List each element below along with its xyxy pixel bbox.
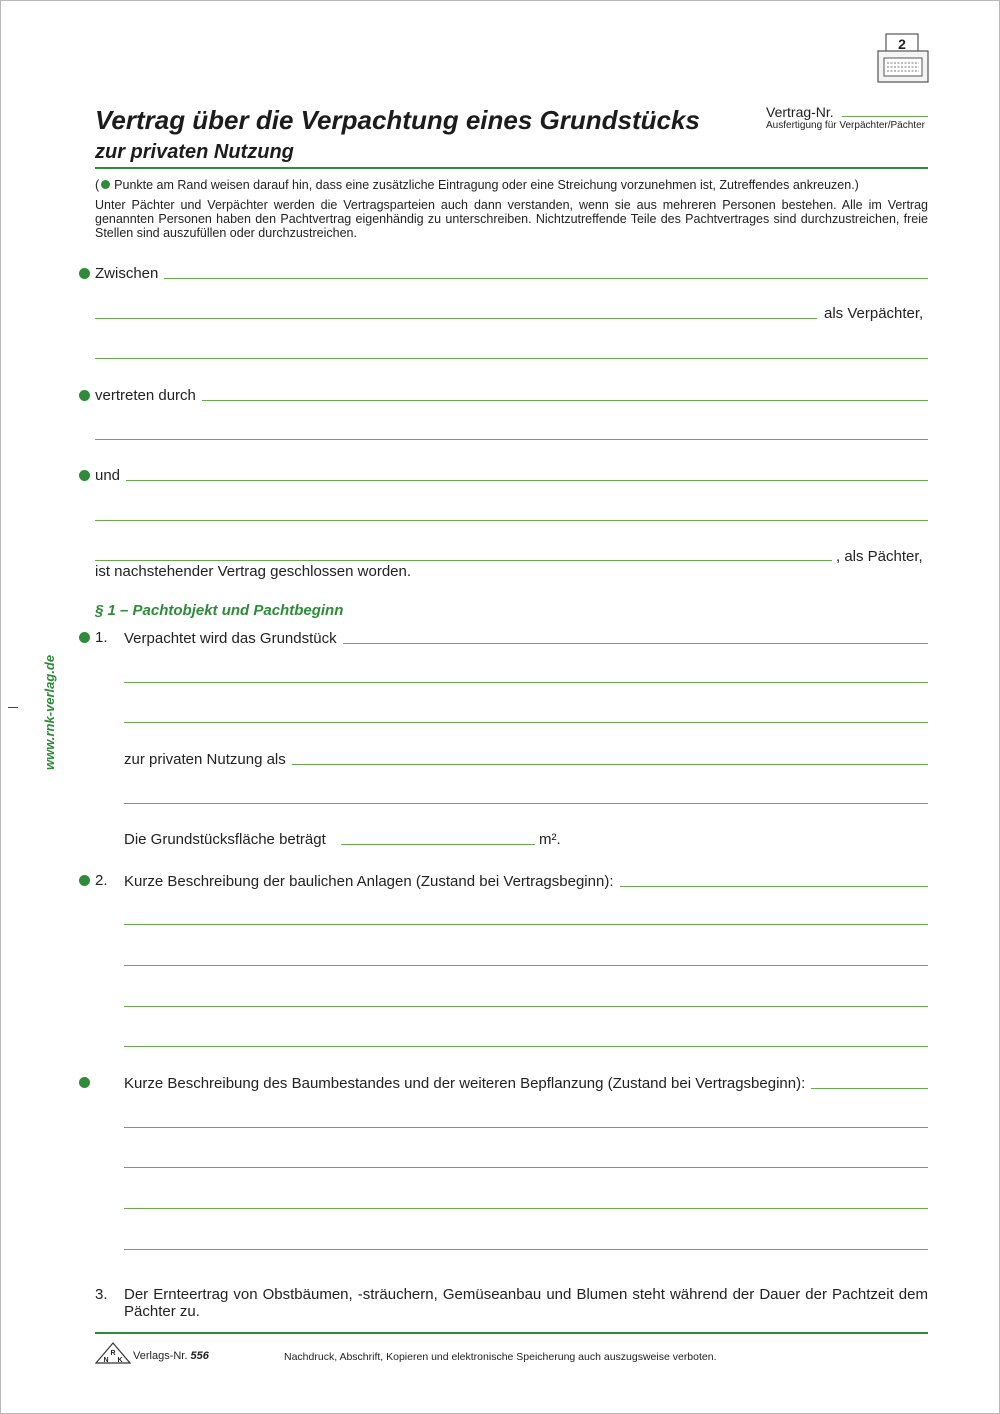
as-lessor-label: als Verpächter, <box>824 305 924 322</box>
footer-divider <box>95 1332 928 1334</box>
publisher-no <box>133 1350 209 1362</box>
lessee-line-1[interactable] <box>95 520 928 521</box>
between-field[interactable] <box>95 264 928 282</box>
property-field[interactable] <box>124 629 928 647</box>
property-line-2[interactable] <box>124 682 928 683</box>
marker-dot <box>79 632 90 643</box>
sidebar-url: www.rnk-verlag.de <box>42 654 57 770</box>
lessor-name-line[interactable] <box>95 318 817 319</box>
document-subtitle: zur privaten Nutzung <box>95 141 294 163</box>
trees-line-3[interactable] <box>124 1167 928 1168</box>
marker-dot <box>79 268 90 279</box>
buildings-label: Kurze Beschreibung der baulichen Anlagen (Zustand bei Vertragsbeginn): <box>124 873 614 890</box>
section-heading: § 1 – Pachtobjekt und Pachtbeginn <box>95 602 344 619</box>
area-label: Die Grundstücksfläche beträgt <box>124 831 326 848</box>
item-number: 3. <box>95 1286 108 1303</box>
item-number: 1. <box>95 629 108 646</box>
buildings-line-5[interactable] <box>124 1046 928 1047</box>
lessee-line-2[interactable] <box>95 560 832 561</box>
fold-mark <box>8 707 18 708</box>
harvest-text: Der Ernteertrag von Obstbäumen, -sträuchern, Gemüseanbau und Blumen steht während der Dauer der Pachtzeit dem Pächter zu. <box>124 1286 928 1320</box>
lessor-address-line[interactable] <box>95 358 928 359</box>
copyright-notice: Nachdruck, Abschrift, Kopieren und elektronische Speicherung auch auszugsweise verboten. <box>284 1351 717 1363</box>
trees-line-4[interactable] <box>124 1208 928 1209</box>
copy-label: Ausfertigung für Verpächter/Pächter <box>766 120 925 131</box>
publisher-no-value: 556 <box>190 1350 209 1362</box>
marker-dot <box>79 470 90 481</box>
buildings-line-2[interactable] <box>124 924 928 925</box>
between-label: Zwischen <box>95 265 159 282</box>
concluded-text: ist nachstehender Vertrag geschlossen worden. <box>95 563 412 580</box>
contract-no-field[interactable] <box>842 116 928 117</box>
trees-line-5[interactable] <box>124 1249 928 1250</box>
intro-paragraph: Unter Pächter und Verpächter werden die Vertragsparteien auch dann verstanden, wenn sie aus mehreren Personen bestehen. Alle im Vertrag genannten Personen haben den Pachtvertrag eigenhändig zu unterschreiben. Nichtzutreffende Teile des Pachtvertrages sind durchzustreichen, freie Stellen sind auszufüllen oder durchzustreichen. <box>95 198 928 240</box>
svg-text:N: N <box>103 1357 109 1364</box>
bullet-icon <box>101 180 110 189</box>
area-field[interactable] <box>341 844 535 845</box>
property-label: Verpachtet wird das Grundstück <box>124 630 337 647</box>
svg-text:K: K <box>117 1357 123 1364</box>
svg-text:R: R <box>110 1350 116 1357</box>
buildings-line-3[interactable] <box>124 965 928 966</box>
buildings-field[interactable] <box>124 872 928 890</box>
private-use-field[interactable] <box>124 750 928 768</box>
note-text: Punkte am Rand weisen darauf hin, dass eine zusätzliche Eintragung oder eine Streichung vorzunehmen ist, Zutreffendes ankreuzen.) <box>114 178 859 192</box>
marker-dot <box>79 1077 90 1088</box>
rnk-logo <box>95 1342 131 1364</box>
buildings-line-4[interactable] <box>124 1006 928 1007</box>
contract-no-label: Vertrag-Nr. <box>766 104 834 120</box>
private-use-label: zur privaten Nutzung als <box>124 751 286 768</box>
intro-note <box>95 178 928 192</box>
and-field[interactable] <box>95 466 928 484</box>
note-paren: ( <box>95 178 100 192</box>
as-lessee-label: , als Pächter, <box>836 548 923 565</box>
area-unit: m². <box>539 831 561 848</box>
represented-line-2[interactable] <box>95 439 928 440</box>
item-number: 2. <box>95 872 108 889</box>
and-label: und <box>95 467 121 484</box>
publisher-no-label: Verlags-Nr. <box>133 1350 188 1362</box>
private-use-line-2[interactable] <box>124 803 928 804</box>
marker-dot <box>79 390 90 401</box>
trees-label: Kurze Beschreibung des Baumbestandes und der weiteren Bepflanzung (Zustand bei Vertragsbeginn): <box>124 1075 806 1092</box>
document-title: Vertrag über die Verpachtung eines Grundstücks <box>95 105 700 135</box>
property-line-3[interactable] <box>124 722 928 723</box>
marker-dot <box>79 875 90 886</box>
badge-number: 2 <box>898 36 906 52</box>
trees-line-2[interactable] <box>124 1127 928 1128</box>
represented-label: vertreten durch <box>95 387 196 404</box>
title-divider <box>95 167 928 169</box>
trees-field[interactable] <box>124 1074 928 1092</box>
represented-field[interactable] <box>95 386 928 404</box>
